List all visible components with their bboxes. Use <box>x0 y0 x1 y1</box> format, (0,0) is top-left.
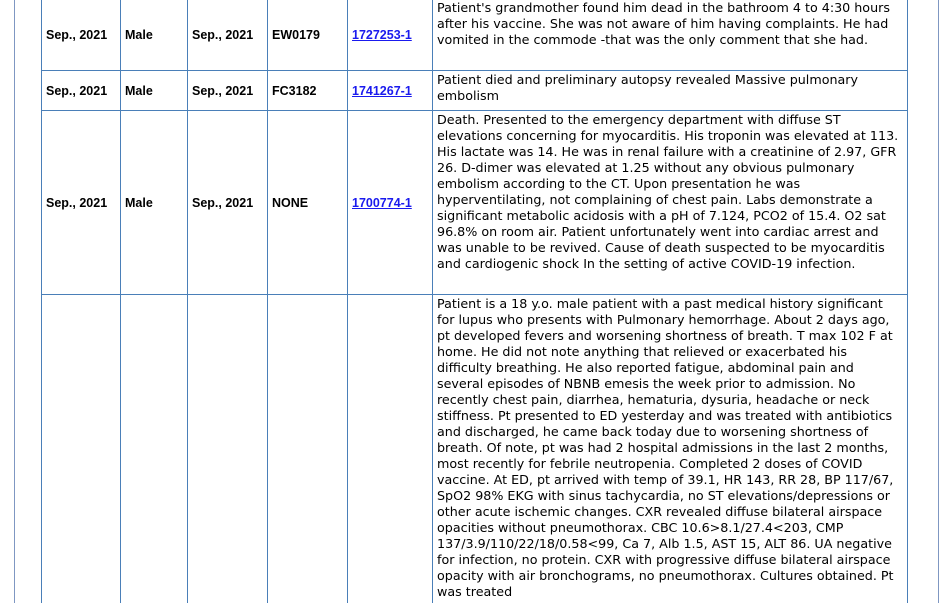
vaers-id-cell <box>348 295 433 603</box>
lot-number-cell <box>268 295 348 603</box>
sex-cell: Male <box>121 0 188 71</box>
sex-cell <box>121 295 188 603</box>
lot-number-cell: EW0179 <box>268 0 348 71</box>
vaers-results-table <box>41 0 908 603</box>
table-row <box>42 111 908 295</box>
sex-cell: Male <box>121 71 188 111</box>
symptom-text-cell: Patient's grandmother found him dead in the bathroom 4 to 4:30 hours after his vaccine. She was not aware of him having complaints. He had vomited in the commode -that was the only comment that she had. <box>433 0 908 71</box>
vaers-id-cell <box>348 71 433 111</box>
received-date-cell: Sep., 2021 <box>42 71 121 111</box>
lot-number-cell: NONE <box>268 111 348 295</box>
vaccination-date-cell: Sep., 2021 <box>188 0 268 71</box>
vaers-id-link[interactable]: 1741267-1 <box>352 83 412 98</box>
symptom-text-cell: Death. Presented to the emergency department with diffuse ST elevations concerning for myocarditis. His troponin was elevated at 113. His lactate was 14. He was in renal failure with a creatinine of 2.97, GFR 26. D-dimer was elevated at 1.25 without any obvious pulmonary embolism according to the CT. Upon presentation he was hyperventilating, not complaining of chest pain. Labs demonstrate a significant metabolic acidosis with a pH of 7.124, PCO2 of 15.4. O2 sat 96.8% on room air. Patient unfortunately went into cardiac arrest and was unable to be revived. Cause of death suspected to be myocarditis and cardiogenic shock In the setting of active COVID-19 infection. <box>433 111 908 295</box>
vaers-id-cell <box>348 0 433 71</box>
frame-left-border <box>14 0 15 603</box>
lot-number-cell: FC3182 <box>268 71 348 111</box>
vaccination-date-cell <box>188 295 268 603</box>
table-row <box>42 295 908 603</box>
received-date-cell: Sep., 2021 <box>42 0 121 71</box>
table-row <box>42 71 908 111</box>
vaers-id-link[interactable]: 1700774-1 <box>352 195 412 210</box>
vaers-id-cell <box>348 111 433 295</box>
vaers-id-link[interactable]: 1727253-1 <box>352 27 412 42</box>
symptom-text-cell: Patient died and preliminary autopsy revealed Massive pulmonary embolism <box>433 71 908 111</box>
table-row <box>42 0 908 71</box>
received-date-cell: Sep., 2021 <box>42 111 121 295</box>
frame-right-border <box>938 0 939 603</box>
vaccination-date-cell: Sep., 2021 <box>188 71 268 111</box>
received-date-cell <box>42 295 121 603</box>
vaccination-date-cell: Sep., 2021 <box>188 111 268 295</box>
symptom-text-cell: Patient is a 18 y.o. male patient with a past medical history significant for lupus who presents with Pulmonary hemorrhage. About 2 days ago, pt developed fevers and worsening shortness of breath. T max 102 F at home. He did not note anything that relieved or exacerbated his difficulty breathing. He also reported fatigue, abdominal pain and several episodes of NBNB emesis the week prior to admission. No recently chest pain, diarrhea, hematuria, dysuria, headache or neck stiffness. Pt presented to ED yesterday and was treated with antibiotics and discharged, he came back today due to worsening shortness of breath. Of note, pt was had 2 hospital admissions in the last 2 months, most recently for febrile neutropenia. Completed 2 doses of COVID vaccine. At ED, pt arrived with temp of 39.1, HR 143, RR 28, BP 117/67, SpO2 98% EKG with sinus tachycardia, no ST elevations/depressions or other acute ischemic changes. CXR revealed diffuse bilateral airspace opacities without pneumothorax. CBC 10.6>8.1/27.4<203, CMP 137/3.9/110/22/18/0.58<99, Ca 7, Alb 1.5, AST 15, ALT 86. UA negative for infection, no protein. CXR with progressive diffuse bilateral airspace opacity with air bronchograms, no pneumothorax. Cultures obtained. Pt was treated <box>433 295 908 603</box>
sex-cell: Male <box>121 111 188 295</box>
